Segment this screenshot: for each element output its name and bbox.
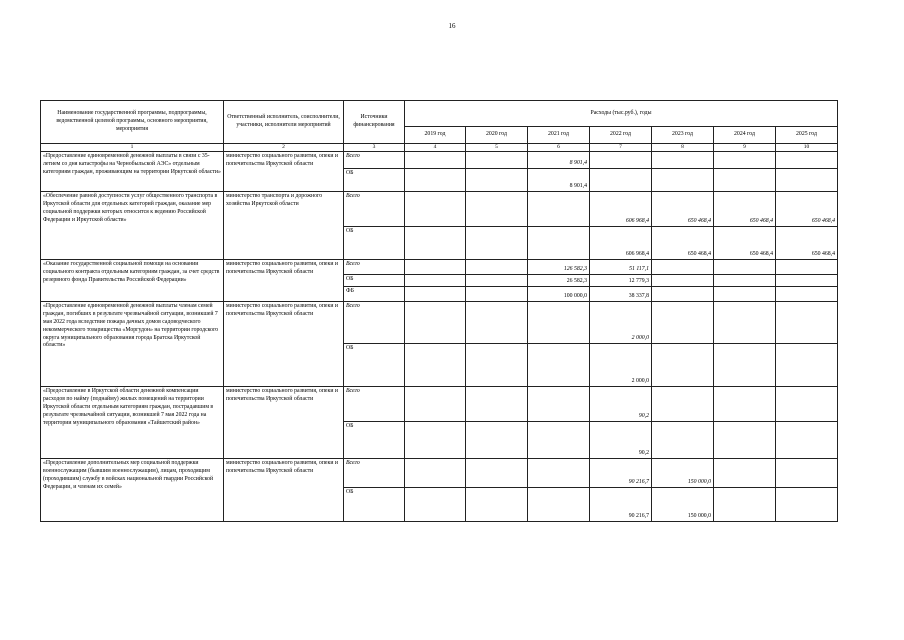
expense-value-cell bbox=[466, 302, 528, 344]
expense-value-cell bbox=[652, 169, 714, 192]
header-year: 2023 год bbox=[652, 127, 714, 144]
expense-value-cell: 12 779,3 bbox=[590, 275, 652, 287]
expense-value-cell bbox=[652, 387, 714, 422]
funding-source-cell: Всего bbox=[344, 459, 405, 488]
expense-value-cell bbox=[405, 287, 466, 302]
expense-value-cell bbox=[652, 260, 714, 275]
expense-value-cell bbox=[466, 422, 528, 459]
expense-value-cell bbox=[776, 260, 838, 275]
executor-cell: министерство транспорта и дорожного хозяйства Иркутской области bbox=[224, 192, 344, 260]
header-program: Наименование государственной программы, подпрограммы, ведомственной целевой программы, основного мероприятия, мероприятия bbox=[41, 101, 224, 144]
funding-source-cell: Всего bbox=[344, 302, 405, 344]
column-number: 2 bbox=[224, 144, 344, 152]
expense-value-cell bbox=[528, 387, 590, 422]
expense-value-cell bbox=[528, 488, 590, 522]
program-name-cell: «Обеспечение равной доступности услуг общественного транспорта в Иркутской области для отдельных категорий граждан, оказание мер социальной поддержки которых относится к ведению Российской Федерации и Иркутской области» bbox=[41, 192, 224, 260]
expense-value-cell bbox=[714, 302, 776, 344]
executor-cell: министерство социального развития, опеки и попечительства Иркутской области bbox=[224, 302, 344, 387]
expense-value-cell bbox=[466, 344, 528, 387]
expense-value-cell bbox=[466, 488, 528, 522]
funding-source-cell: ОБ bbox=[344, 227, 405, 260]
table-row bbox=[41, 152, 838, 169]
expense-value-cell bbox=[776, 169, 838, 192]
table-row bbox=[41, 387, 838, 422]
expense-value-cell bbox=[652, 275, 714, 287]
expense-value-cell bbox=[652, 152, 714, 169]
expense-value-cell bbox=[714, 344, 776, 387]
expense-value-cell: 150 000,0 bbox=[652, 459, 714, 488]
expense-value-cell: 650 468,4 bbox=[652, 227, 714, 260]
expense-value-cell bbox=[776, 488, 838, 522]
expense-value-cell bbox=[466, 459, 528, 488]
expense-value-cell bbox=[714, 275, 776, 287]
expense-value-cell bbox=[405, 459, 466, 488]
expense-value-cell bbox=[405, 169, 466, 192]
expense-value-cell bbox=[714, 459, 776, 488]
table-row bbox=[41, 459, 838, 488]
executor-cell: министерство социального развития, опеки и попечительства Иркутской области bbox=[224, 152, 344, 192]
expense-value-cell bbox=[776, 344, 838, 387]
page-number: 16 bbox=[448, 22, 456, 30]
column-number: 9 bbox=[714, 144, 776, 152]
expense-value-cell: 90 216,7 bbox=[590, 488, 652, 522]
budget-table bbox=[40, 100, 838, 522]
expense-value-cell: 26 582,3 bbox=[528, 275, 590, 287]
program-name-cell: «Предоставление единовременной денежной выплаты членам семей граждан, погибших в результате чрезвычайной ситуации, возникшей 7 мая 2022 года вследствие пожара дачных домов садоводческого некоммерческого товарищества «Моргудон» на территории городского округа муниципального образования города Братска Иркутской области» bbox=[41, 302, 224, 387]
expense-value-cell bbox=[528, 192, 590, 227]
expense-value-cell bbox=[405, 387, 466, 422]
expense-value-cell bbox=[405, 260, 466, 275]
table-row bbox=[41, 192, 838, 227]
executor-cell: министерство социального развития, опеки и попечительства Иркутской области bbox=[224, 260, 344, 302]
expense-value-cell bbox=[652, 287, 714, 302]
expense-value-cell bbox=[466, 287, 528, 302]
expense-value-cell bbox=[714, 260, 776, 275]
expense-value-cell bbox=[714, 387, 776, 422]
expense-value-cell bbox=[776, 302, 838, 344]
expense-value-cell bbox=[652, 302, 714, 344]
expense-value-cell bbox=[652, 344, 714, 387]
expense-value-cell bbox=[590, 169, 652, 192]
expense-value-cell bbox=[776, 422, 838, 459]
expense-value-cell bbox=[466, 169, 528, 192]
expense-value-cell bbox=[776, 459, 838, 488]
expense-value-cell: 90,2 bbox=[590, 422, 652, 459]
expense-value-cell: 90 216,7 bbox=[590, 459, 652, 488]
header-expenses: Расходы (тыс.руб.), годы bbox=[405, 101, 838, 127]
expense-value-cell bbox=[714, 488, 776, 522]
column-number: 7 bbox=[590, 144, 652, 152]
expense-value-cell bbox=[466, 260, 528, 275]
expense-value-cell bbox=[590, 152, 652, 169]
expense-value-cell bbox=[714, 152, 776, 169]
header-year: 2025 год bbox=[776, 127, 838, 144]
expense-value-cell: 90,2 bbox=[590, 387, 652, 422]
column-number: 8 bbox=[652, 144, 714, 152]
expense-value-cell bbox=[714, 422, 776, 459]
expense-value-cell bbox=[405, 275, 466, 287]
funding-source-cell: ФБ bbox=[344, 287, 405, 302]
funding-source-cell: Всего bbox=[344, 192, 405, 227]
expense-value-cell: 126 582,3 bbox=[528, 260, 590, 275]
funding-source-cell: ОБ bbox=[344, 169, 405, 192]
expense-value-cell bbox=[528, 302, 590, 344]
expense-value-cell: 606 968,4 bbox=[590, 192, 652, 227]
expense-value-cell bbox=[714, 287, 776, 302]
expense-value-cell: 650 468,4 bbox=[776, 227, 838, 260]
expense-value-cell: 150 000,0 bbox=[652, 488, 714, 522]
expense-value-cell bbox=[405, 344, 466, 387]
expense-value-cell bbox=[405, 488, 466, 522]
expense-value-cell bbox=[466, 275, 528, 287]
expense-value-cell bbox=[776, 275, 838, 287]
expense-value-cell bbox=[405, 192, 466, 227]
expense-value-cell bbox=[528, 459, 590, 488]
program-name-cell: «Предоставление единовременной денежной выплаты в связи с 35-летием со дня катастрофы на Чернобыльской АЭС» отдельным категориям граждан, проживающим на территории Иркутской области» bbox=[41, 152, 224, 192]
expense-value-cell: 650 468,4 bbox=[714, 227, 776, 260]
header-year: 2020 год bbox=[466, 127, 528, 144]
expense-value-cell bbox=[528, 344, 590, 387]
expense-value-cell: 8 901,4 bbox=[528, 152, 590, 169]
expense-value-cell: 606 968,4 bbox=[590, 227, 652, 260]
funding-source-cell: Всего bbox=[344, 260, 405, 275]
expense-value-cell: 2 000,0 bbox=[590, 344, 652, 387]
expense-value-cell bbox=[405, 302, 466, 344]
table-row bbox=[41, 260, 838, 275]
expense-value-cell: 8 901,4 bbox=[528, 169, 590, 192]
expense-value-cell: 38 337,8 bbox=[590, 287, 652, 302]
funding-source-cell: Всего bbox=[344, 152, 405, 169]
expense-value-cell bbox=[528, 422, 590, 459]
expense-value-cell: 650 468,4 bbox=[776, 192, 838, 227]
column-number: 4 bbox=[405, 144, 466, 152]
header-executor: Ответственный исполнитель, соисполнители, участники, исполнители мероприятий bbox=[224, 101, 344, 144]
expense-value-cell bbox=[528, 227, 590, 260]
column-number: 6 bbox=[528, 144, 590, 152]
expense-value-cell bbox=[466, 227, 528, 260]
expense-value-cell: 100 000,0 bbox=[528, 287, 590, 302]
funding-source-cell: ОБ bbox=[344, 422, 405, 459]
column-number: 10 bbox=[776, 144, 838, 152]
expense-value-cell: 650 468,4 bbox=[714, 192, 776, 227]
column-number: 3 bbox=[344, 144, 405, 152]
funding-source-cell: ОБ bbox=[344, 344, 405, 387]
expense-value-cell bbox=[776, 287, 838, 302]
funding-source-cell: ОБ bbox=[344, 488, 405, 522]
expense-value-cell: 650 468,4 bbox=[652, 192, 714, 227]
header-year: 2022 год bbox=[590, 127, 652, 144]
header-year: 2024 год bbox=[714, 127, 776, 144]
expense-value-cell bbox=[405, 152, 466, 169]
funding-source-cell: ОБ bbox=[344, 275, 405, 287]
expense-value-cell bbox=[405, 227, 466, 260]
program-name-cell: «Оказание государственной социальной помощи на основании социального контракта отдельным категориям граждан, за счет средств резервного фонда Правительства Российской Федерации» bbox=[41, 260, 224, 302]
header-year: 2019 год bbox=[405, 127, 466, 144]
header-year: 2021 год bbox=[528, 127, 590, 144]
column-number: 5 bbox=[466, 144, 528, 152]
expense-value-cell bbox=[466, 192, 528, 227]
program-name-cell: «Предоставление дополнительных мер социальной поддержки военнослужащим (бывшим военнослужащим), лицам, проходящим (проходившим) службу в войсках национальной гвардии Российской Федерации, и членам их семей» bbox=[41, 459, 224, 522]
expense-value-cell bbox=[776, 387, 838, 422]
executor-cell: министерство социального развития, опеки и попечительства Иркутской области bbox=[224, 459, 344, 522]
expense-value-cell bbox=[466, 387, 528, 422]
expense-value-cell: 51 117,1 bbox=[590, 260, 652, 275]
table-row bbox=[41, 302, 838, 344]
header-sources: Источники финансирования bbox=[344, 101, 405, 144]
expense-value-cell bbox=[466, 152, 528, 169]
executor-cell: министерство социального развития, опеки и попечительства Иркутской области bbox=[224, 387, 344, 459]
expense-value-cell bbox=[714, 169, 776, 192]
table-body bbox=[41, 152, 838, 522]
expense-value-cell bbox=[405, 422, 466, 459]
expense-value-cell: 2 000,0 bbox=[590, 302, 652, 344]
column-number: 1 bbox=[41, 144, 224, 152]
expense-value-cell bbox=[652, 422, 714, 459]
funding-source-cell: Всего bbox=[344, 387, 405, 422]
expense-value-cell bbox=[776, 152, 838, 169]
program-name-cell: «Предоставление в Иркутской области денежной компенсации расходов по найму (поднайму) жилых помещений на территории Иркутской области отдельным категориям граждан, пострадавшим в результате чрезвычайной ситуации, возникшей 7 мая 2022 года на территории муниципального образования «Тайшетский район» bbox=[41, 387, 224, 459]
